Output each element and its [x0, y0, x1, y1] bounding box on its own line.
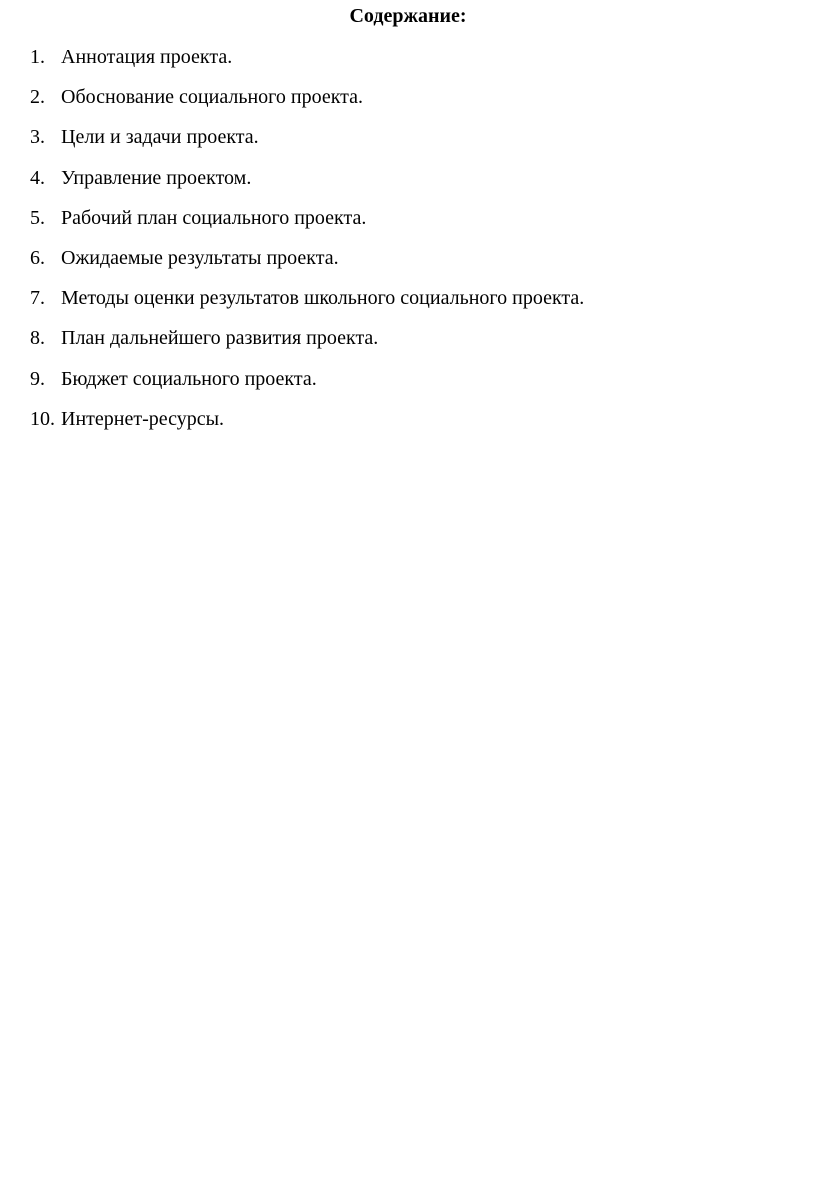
toc-item-text: Цели и задачи проекта. [61, 126, 259, 149]
toc-item-text: Интернет-ресурсы. [61, 407, 225, 430]
toc-item-number: 7. [30, 287, 45, 310]
toc-item-text: Управление проектом. [61, 166, 252, 189]
toc-item-number: 5. [30, 206, 45, 229]
toc-item-text: План дальнейшего развития проекта. [61, 327, 379, 350]
toc-item-number: 9. [30, 367, 45, 390]
toc-item-text: Рабочий план социального проекта. [61, 206, 367, 229]
toc-item [30, 205, 584, 245]
toc-item [30, 406, 584, 446]
toc-item-text: Бюджет социального проекта. [61, 367, 317, 390]
toc-item-number: 4. [30, 166, 45, 189]
toc-item [30, 84, 584, 124]
toc-item-text: Ожидаемые результаты проекта. [61, 246, 339, 269]
toc-item-number: 3. [30, 126, 45, 149]
toc-item-number: 6. [30, 246, 45, 269]
toc-item-text: Аннотация проекта. [61, 46, 233, 68]
toc-item [30, 366, 584, 406]
toc-item-text: Обоснование социального проекта. [61, 86, 364, 109]
toc-item [30, 165, 584, 205]
toc-item-text: Методы оценки результатов школьного социального проекта. [61, 287, 585, 310]
toc-item [30, 245, 584, 285]
toc-item [30, 44, 584, 84]
toc-item [30, 285, 584, 325]
toc-item-number: 10. [30, 407, 55, 430]
page-title: Содержание: [349, 5, 467, 27]
toc-item-number: 1. [30, 46, 45, 68]
table-of-contents [30, 44, 584, 446]
toc-item-number: 8. [30, 327, 45, 350]
toc-item [30, 325, 584, 365]
toc-item-number: 2. [30, 86, 45, 109]
toc-item [30, 124, 584, 164]
